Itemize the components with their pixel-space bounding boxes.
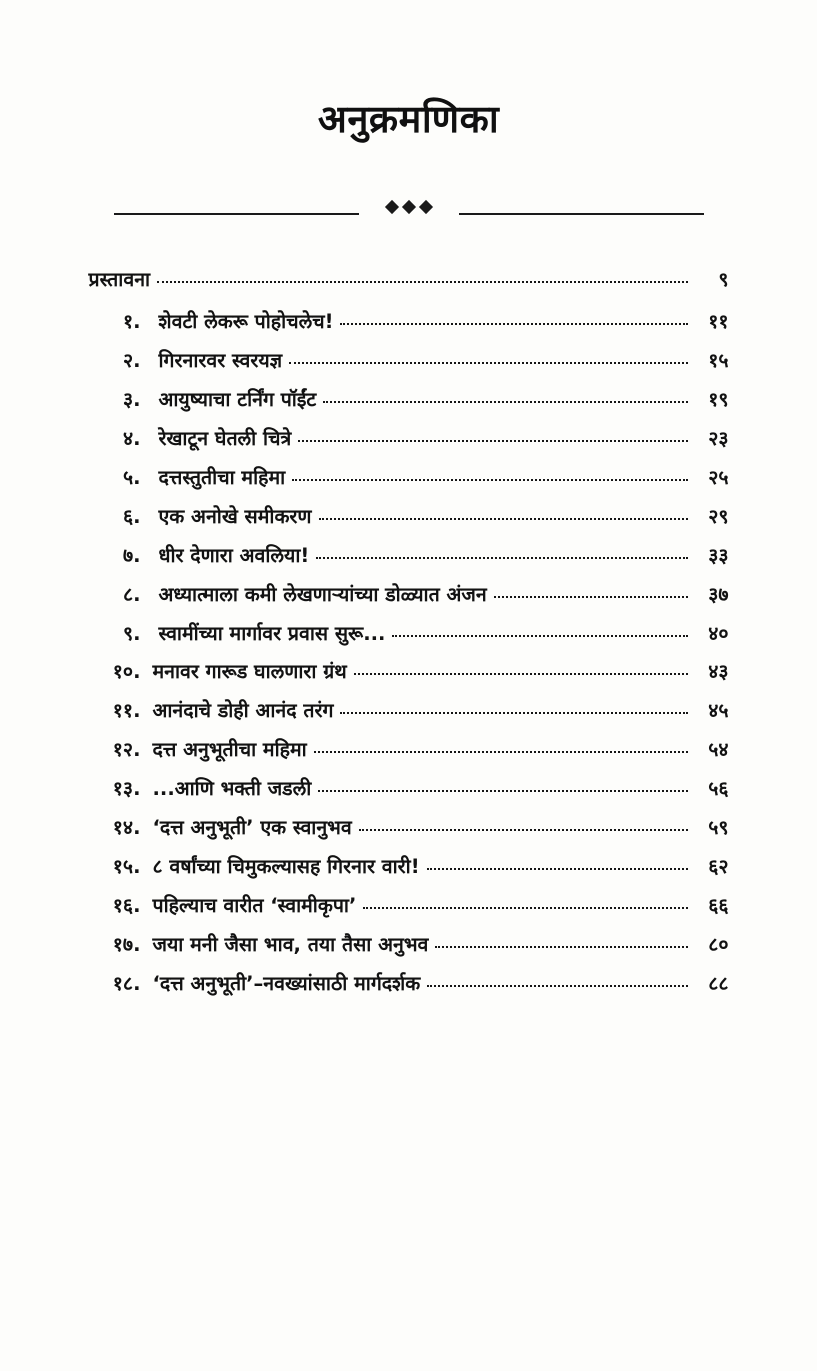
toc-entry-number: १७.	[112, 932, 141, 956]
toc-entry-label: धीर देणारा अवलिया!	[158, 543, 310, 567]
toc-entry	[89, 660, 729, 683]
toc-entry-page: ९	[718, 268, 729, 291]
toc-entry-page: ३३	[708, 543, 729, 567]
toc-entry	[89, 816, 729, 839]
toc-leader-dots	[435, 946, 687, 948]
toc-leader-dots	[340, 712, 687, 714]
toc-entry-label: ‘दत्त अनुभूती’ एक स्वानुभव	[152, 815, 352, 839]
toc-leader-dots	[494, 596, 688, 598]
toc-entry-label: अध्यात्माला कमी लेखणाऱ्यांच्या डोळ्यात अंजन	[158, 582, 487, 606]
toc-entry	[89, 777, 729, 800]
toc-entry-label: ८ वर्षांच्या चिमुकल्यासह गिरनार वारी!	[152, 854, 420, 878]
toc-entry-label: ...आणि भक्ती जडली	[152, 777, 312, 801]
ornamental-divider	[114, 202, 704, 224]
diamond-shape	[384, 200, 398, 214]
toc-leader-dots	[157, 281, 687, 283]
toc-entry	[89, 349, 729, 372]
toc-entry	[89, 388, 729, 411]
toc-entry-page: ६६	[708, 893, 729, 917]
toc-entry-label: एक अनोखे समीकरण	[158, 504, 312, 528]
diamond-shape	[401, 200, 415, 214]
toc-entry	[89, 583, 729, 606]
toc-entry-page: २५	[708, 465, 729, 489]
toc-entry-page: ४०	[708, 621, 729, 645]
toc-entry-page: ३७	[708, 582, 729, 606]
toc-entry-number: १.	[122, 310, 141, 334]
toc-entry-label: आनंदाचे डोही आनंद तरंग	[152, 699, 334, 723]
toc-leader-dots	[427, 985, 687, 987]
toc-entry-page: ६२	[708, 854, 729, 878]
toc-entry-number: ३.	[122, 388, 141, 412]
toc-entry-page: ११	[708, 310, 729, 334]
toc-leader-dots	[323, 401, 687, 403]
toc-entry-page: २३	[708, 427, 729, 451]
toc-entry-label: आयुष्याचा टर्निंग पॉईंट	[158, 388, 317, 412]
toc-entry	[89, 855, 729, 878]
toc-entry-label: शेवटी लेकरू पोहोचलेच!	[158, 310, 334, 334]
toc-entry-label: दत्तस्तुतीचा महिमा	[158, 465, 286, 489]
toc-entry	[89, 933, 729, 956]
toc-leader-dots	[340, 323, 687, 325]
toc-leader-dots	[318, 790, 687, 792]
toc-leader-dots	[314, 751, 688, 753]
toc-entry-label: स्वामींच्या मार्गावर प्रवास सुरू...	[158, 621, 386, 645]
toc-entry-label: पहिल्याच वारीत ‘स्वामीकृपा’	[152, 893, 357, 917]
toc-entry-label: ‘दत्त अनुभूती’–नवख्यांसाठी मार्गदर्शक	[152, 971, 421, 995]
toc-entry-preface	[89, 268, 729, 291]
toc-entry-page: ८०	[708, 932, 729, 956]
toc-entry-number: १८.	[112, 971, 141, 995]
toc-entry	[89, 972, 729, 995]
toc-entry-number: १२.	[112, 738, 141, 762]
toc-leader-dots	[363, 907, 687, 909]
toc-entry-page: ४५	[708, 699, 729, 723]
toc-entry-number: २.	[122, 349, 141, 373]
toc-entry-page: १५	[708, 349, 729, 373]
toc-entry-number: ९.	[122, 621, 141, 645]
toc-entry	[89, 505, 729, 528]
toc-entry-page: ५९	[708, 815, 729, 839]
diamond-ornament-icon	[387, 202, 431, 212]
page-title: अनुक्रमणिका	[317, 97, 500, 141]
toc-entry-number: १३.	[112, 777, 141, 801]
toc-entry-label: गिरनारवर स्वरयज्ञ	[158, 349, 283, 373]
divider-line-left	[114, 213, 359, 215]
toc-entry-label: रेखाटून घेतली चित्रे	[158, 427, 292, 451]
toc-entry	[89, 544, 729, 567]
toc-entry-page: २९	[708, 504, 729, 528]
toc-entry-number: ७.	[122, 543, 141, 567]
toc-leader-dots	[289, 362, 687, 364]
toc-entry-label: दत्त अनुभूतीचा महिमा	[152, 738, 307, 762]
toc-entry-number: १०.	[112, 660, 141, 684]
toc-leader-dots	[427, 868, 688, 870]
toc-leader-dots	[316, 557, 687, 559]
toc-entry-number: ६.	[122, 504, 141, 528]
toc-leader-dots	[359, 829, 688, 831]
toc-entry-number: १५.	[112, 854, 141, 878]
toc-entry	[89, 466, 729, 489]
diamond-shape	[418, 200, 432, 214]
toc-entry-label: प्रस्तावना	[88, 268, 151, 291]
toc-entry-page: ५४	[708, 738, 729, 762]
toc-entry	[89, 622, 729, 645]
toc-entry-number: ४.	[122, 427, 141, 451]
divider-line-right	[459, 213, 704, 215]
toc-entry-number: ५.	[122, 465, 141, 489]
toc-entry-number: १४.	[112, 815, 141, 839]
toc-entry-page: ५६	[708, 777, 729, 801]
toc-entry-label: जया मनी जैसा भाव, तया तैसा अनुभव	[152, 932, 429, 956]
toc-leader-dots	[354, 673, 688, 675]
toc-entry-number: ८.	[122, 582, 141, 606]
toc-entry-label: मनावर गारूड घालणारा ग्रंथ	[152, 660, 347, 684]
toc-leader-dots	[298, 440, 687, 442]
toc-leader-dots	[292, 479, 687, 481]
toc-entry-number: ११.	[112, 699, 141, 723]
toc-entry-page: १९	[708, 388, 729, 412]
table-of-contents	[89, 268, 729, 995]
toc-entry-page: ४३	[708, 660, 729, 684]
toc-entry	[89, 699, 729, 722]
toc-entry	[89, 894, 729, 917]
toc-entry	[89, 738, 729, 761]
toc-leader-dots	[319, 518, 688, 520]
toc-entry-page: ८८	[708, 971, 729, 995]
toc-entry	[89, 427, 729, 450]
toc-entry	[89, 310, 729, 333]
toc-entry-number: १६.	[112, 893, 141, 917]
toc-leader-dots	[392, 635, 687, 637]
